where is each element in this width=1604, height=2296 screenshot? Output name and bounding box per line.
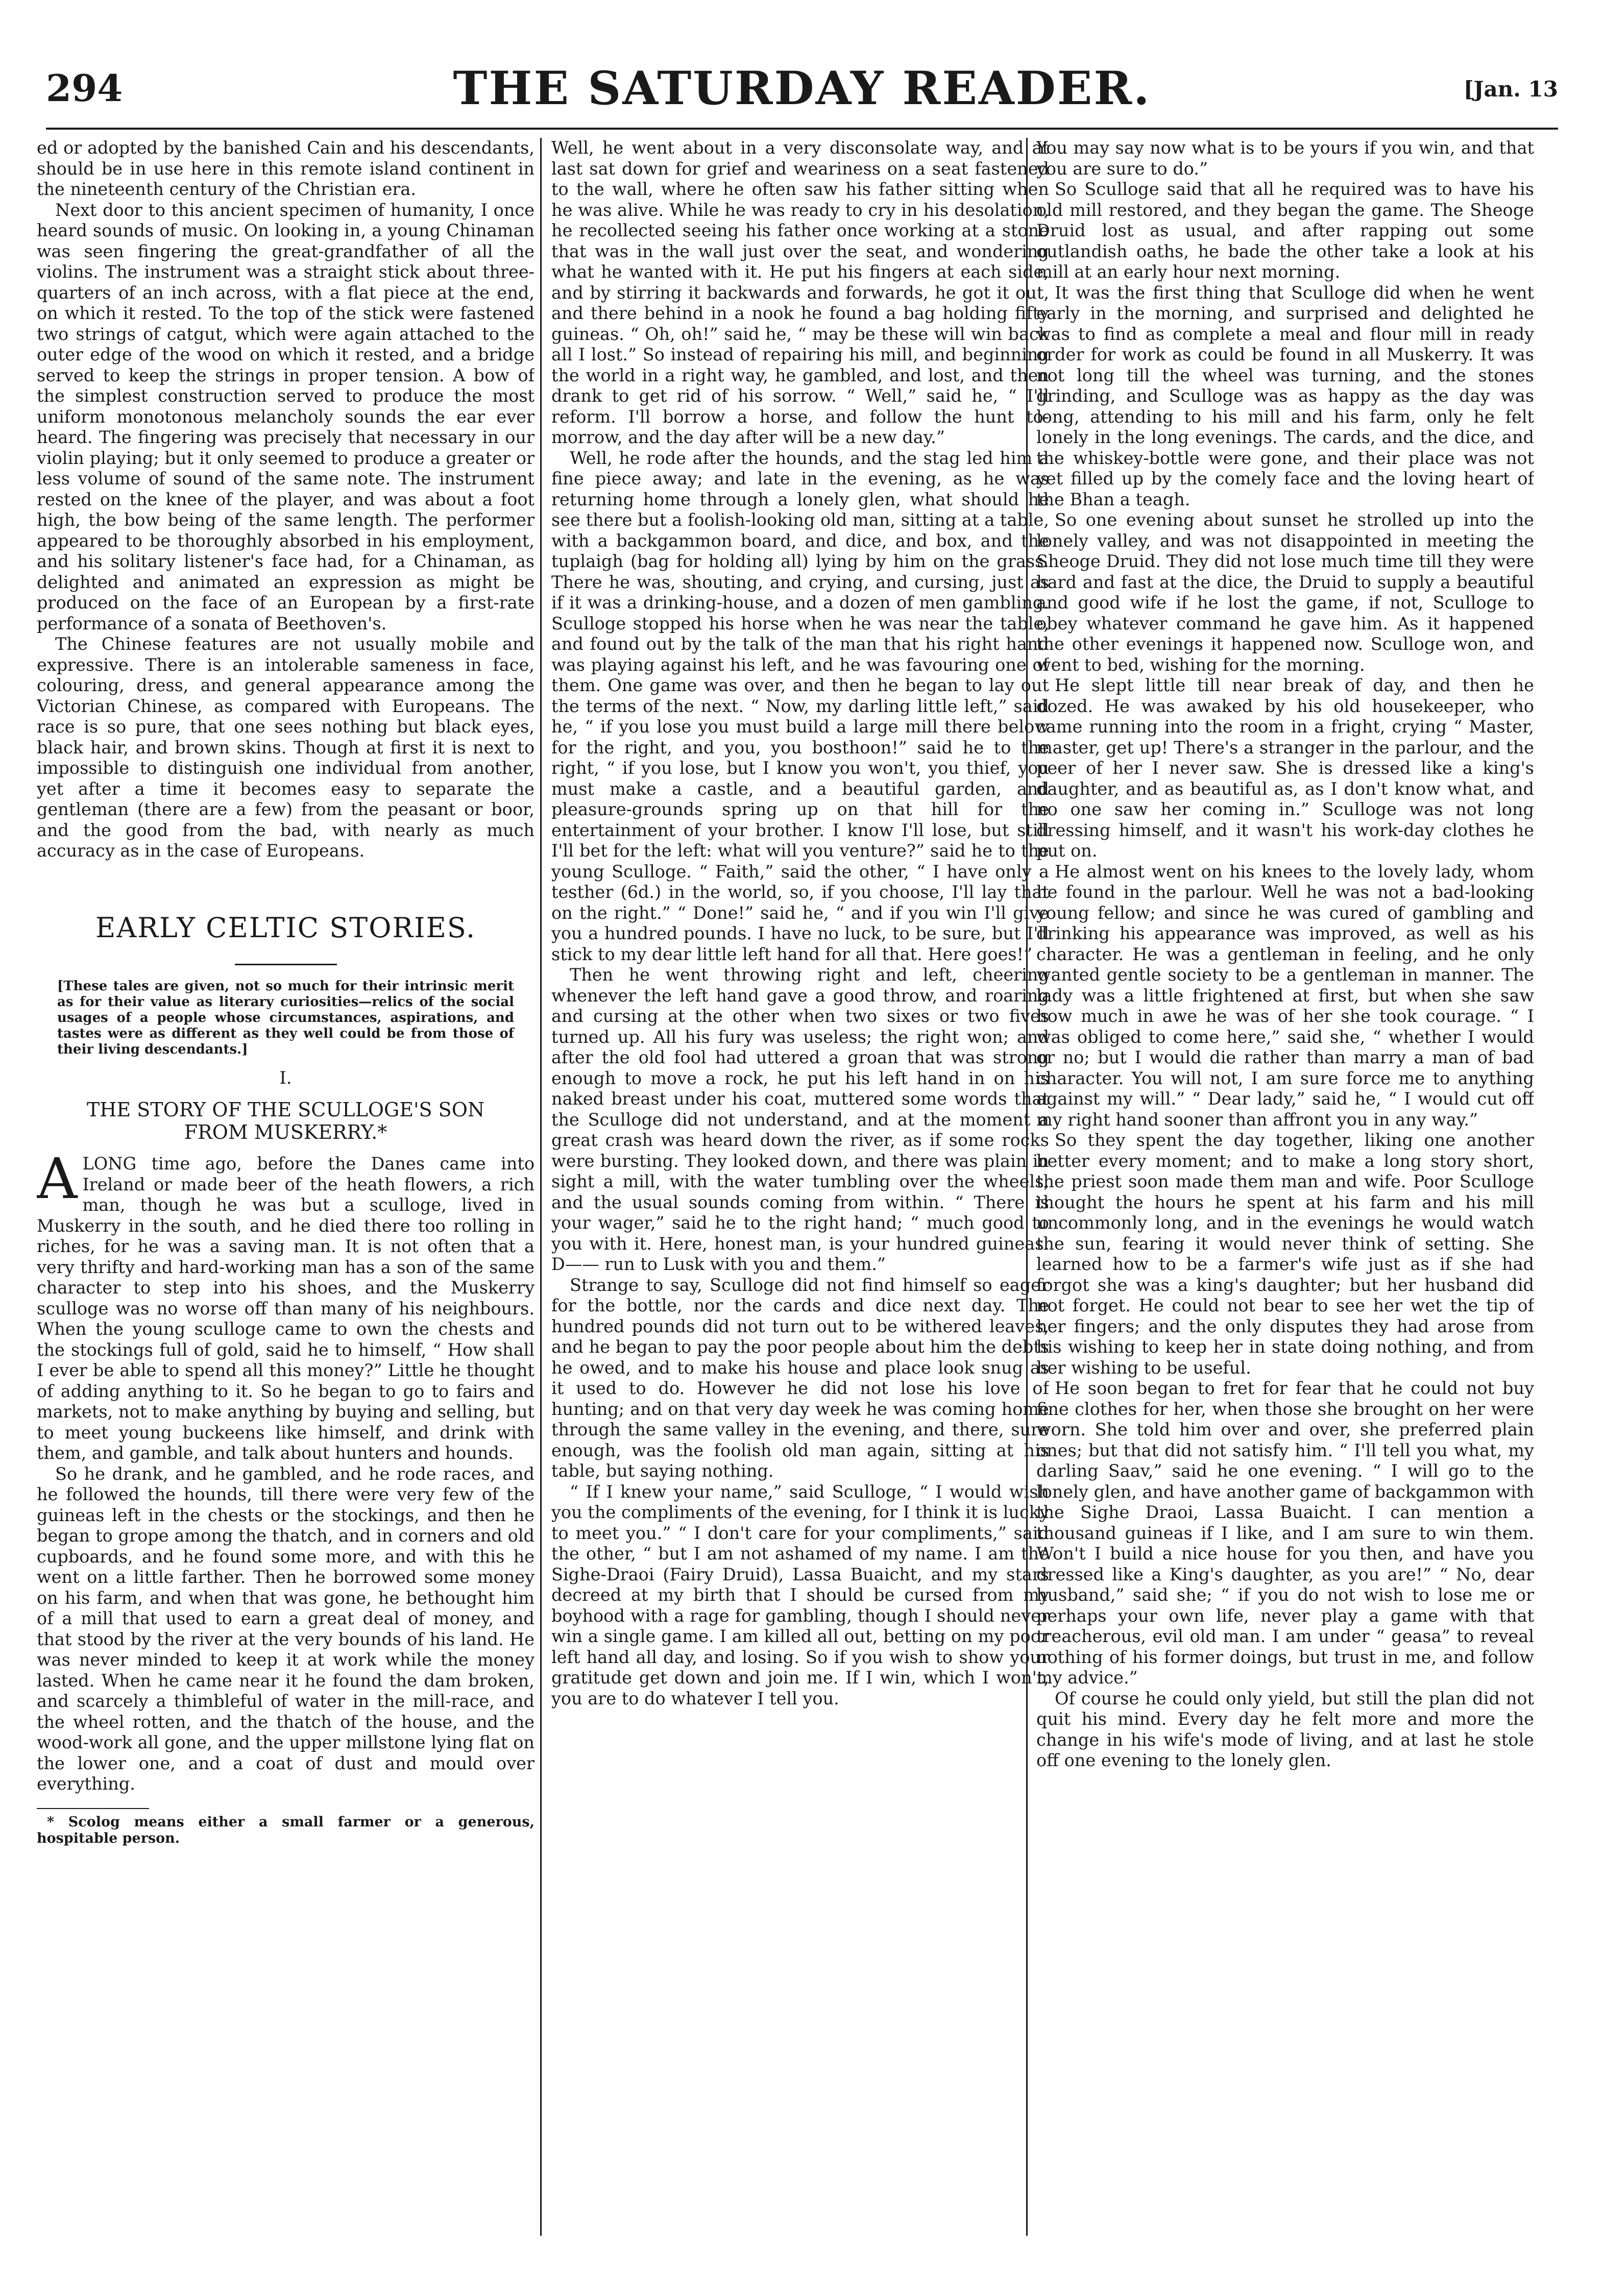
- masthead-title: THE SATURDAY READER.: [453, 61, 1151, 115]
- footnote: * Scolog means either a small farmer or a generous, hospitable person.: [37, 1814, 534, 1846]
- editor-note: [These tales are given, not so much for their intrinsic merit as for their value as literary curiosities—relics of the social usages of a people whose circumstances, aspirations, and tastes were as different as they well could be from those of their living descendants.]: [57, 978, 514, 1057]
- column-divider: [540, 138, 542, 2236]
- page-header: [46, 56, 1558, 117]
- section-divider: [235, 964, 337, 965]
- column-middle: [551, 138, 1049, 2236]
- footnote-rule: [37, 1808, 149, 1809]
- paragraph: The Chinese features are not usually mobile and expressive. There is an intolerable sameness in face, colouring, dress, and general appearance among the Victorian Chinese, as compared with Europeans. The race is so pure, that one sees nothing but black eyes, black hair, and brown skins. Though at first it is next to impossible to distinguish one individual from another, yet after a time it becomes easy to separate the gentleman (there are a few) from the peasant or boor, and the good from the bad, with nearly as much accuracy as in the case of Europeans.: [37, 634, 534, 861]
- paragraph: He soon began to fret for fear that he could not buy fine clothes for her, when those she brought on her were worn. She told him over and over, she preferred plain ones; but that did not satisfy him. “ I'll tell you what, my darling Saav,” said he one evening. “ I will go to the lonely glen, and have another game of backgammon with the Sighe Draoi, Lassa Buaicht. I can mention a thousand guineas if I like, and I am sure to win them. Won't I build a nice house for you then, and have you dressed like a King's daughter, as you are!” “ No, dear husband,” said she; “ if you do not wish to lose me or perhaps your own life, never play a game with that treacherous, evil old man. I am under “ geasa” to reveal nothing of his former doings, but trust in me, and follow my advice.”: [1036, 1378, 1534, 1688]
- paragraph: Strange to say, Sculloge did not find himself so eager for the bottle, nor the cards and dice next day. The hundred pounds did not turn out to be withered leaves, and he began to pay the poor people about him the debts he owed, and to make his house and place look snug as it used to do. However he did not lose his love of hunting; and on that very day week he was coming home through the same valley in the evening, and there, sure enough, was the foolish old man again, sitting at his table, but saying nothing.: [551, 1275, 1049, 1481]
- header-rule: [46, 128, 1558, 130]
- paragraph: Next door to this ancient specimen of humanity, I once heard sounds of music. On looking in, a young Chinaman was seen fingering the great-grandfather of all the violins. The instrument was a straight stick about three-quarters of an inch across, with a flat piece at the end, on which it rested. To the top of the stick were fastened two strings of catgut, which were again attached to the outer edge of the wood on which it rested, and a bridge served to keep the strings in proper tension. A bow of the simplest construction served to produce the most uniform monotonous melancholy sounds the ear ever heard. The fingering was precisely that necessary in our violin playing; but it only seemed to produce a greater or less volume of sound of the same note. The instrument rested on the knee of the player, and was about a foot high, the bow being of the same length. The performer appeared to be thoroughly absorbed in his employment, and his solitary listener's face had, for a Chinaman, as delighted and animated an expression as might be produced on the face of an European by a first-rate performance of a sonata of Beethoven's.: [37, 200, 534, 633]
- story-opening-paragraph: [37, 1146, 534, 1464]
- paragraph: He almost went on his knees to the lovely lady, whom he found in the parlour. Well he was not a bad-looking young fellow; and since he was cured of gambling and drinking his appearance was improved, as well as his character. He was a gentleman in feeling, and he only wanted gentle society to be a gentleman in manner. The lady was a little frightened at first, but when she saw how much in awe he was of her she took courage. “ I was obliged to come here,” said she, “ whether I would or no; but I would die rather than marry a man of bad character. You will not, I am sure force me to anything against my will.” “ Dear lady,” said he, “ I would cut off my right hand sooner than affront you in any way.”: [1036, 861, 1534, 1130]
- paragraph: So he drank, and he gambled, and he rode races, and he followed the hounds, till there were very few of the guineas left in the chests or the stockings, and then he began to grope among the thatch, and in corners and old cupboards, and he found some more, and with this he went on a little farther. Then he borrowed some money on his farm, and when that was gone, he bethought him of a mill that used to earn a great deal of money, and that stood by the river at the very bounds of his land. He was never minded to keep it at work while the money lasted. When he came near it he found the dam broken, and scarcely a thimbleful of water in the mill-race, and the wheel rotten, and the thatch of the house, and the wood-work all gone, and the upper millstone lying flat on the lower one, and a coat of dust and mould over everything.: [37, 1463, 534, 1794]
- drop-cap: A: [37, 1146, 78, 1211]
- paragraph: So they spent the day together, liking one another better every moment; and to make a long story short, the priest soon made them man and wife. Poor Sculloge thought the hours he spent at his farm and his mill uncommonly long, and in the evenings he would watch the sun, fearing it would never think of setting. She learned how to be a farmer's wife just as if she had forgot she was a king's daughter; but her husband did not forget. He could not bear to see her wet the tip of her fingers; and the only disputes they had arose from his wishing to keep her in state doing nothing, and from her wishing to be useful.: [1036, 1130, 1534, 1378]
- paragraph: You may say now what is to be yours if you win, and that you are sure to do.”: [1036, 138, 1534, 179]
- paragraph: It was the first thing that Sculloge did when he went early in the morning, and surprised and delighted he was to find as complete a meal and flour mill in ready order for work as could be found in all Muskerry. It was not long till the wheel was turning, and the stones grinding, and Sculloge was as happy as the day was long, attending to his mill and his farm, only he felt lonely in the long evenings. The cards, and the dice, and the whiskey-bottle were gone, and their place was not yet filled up by the comely face and the loving heart of the Bhan a teagh.: [1036, 282, 1534, 509]
- paragraph: Well, he rode after the hounds, and the stag led him a fine piece away; and late in the evening, as he was returning home through a lonely glen, what should he see there but a foolish-looking old man, sitting at a table, with a backgammon board, and dice, and box, and the tuplaigh (bag for holding all) lying by him on the grass. There he was, shouting, and crying, and cursing, just as if it was a drinking-house, and a dozen of men gambling. Sculloge stopped his horse when he was near the table, and found out by the talk of the man that his right hand was playing against his left, and he was favouring one of them. One game was over, and then he began to lay out the terms of the next. “ Now, my darling little left,” said he, “ if you lose you must build a large mill there below for the right, and you, you bosthoon!” said he to the right, “ if you lose, but I know you won't, you thief, you must make a castle, and a beautiful garden, and pleasure-grounds spring up on that hill for the entertainment of your brother. I know I'll lose, but still I'll bet for the left: what will you venture?” said he to the young Sculloge. “ Faith,” said the other, “ I have only a testher (6d.) in the world, so, if you choose, I'll lay that on the right.” “ Done!” said he, “ and if you win I'll give you a hundred pounds. I have no luck, to be sure, but I'll stick to my dear little left hand for all that. Here goes!”: [551, 448, 1049, 964]
- paragraph: So Sculloge said that all he required was to have his old mill restored, and they began the game. The Sheoge Druid lost as usual, and after rapping out some outlandish oaths, he bade the other take a look at his mill at an early hour next morning.: [1036, 179, 1534, 282]
- paragraph: Well, he went about in a very disconsolate way, and at last sat down for grief and weariness on a seat fastened to the wall, where he often saw his father sitting when he was alive. While he was ready to cry in his desolation, he recollected seeing his father once working at a stone that was in the wall just over the seat, and wondering what he wanted with it. He put his fingers at each side, and by stirring it backwards and forwards, he got it out, and there behind in a nook he found a bag holding fifty guineas. “ Oh, oh!” said he, “ may be these will win back all I lost.” So instead of repairing his mill, and beginning the world in a right way, he gambled, and lost, and then drank to get rid of his sorrow. “ Well,” said he, “ I'll reform. I'll borrow a horse, and follow the hunt to-morrow, and the day after will be a new day.”: [551, 138, 1049, 447]
- column-left: [37, 138, 534, 2236]
- story-title: THE STORY OF THE SCULLOGE'S SON FROM MUSKERRY.*: [86, 1098, 485, 1143]
- paragraph: ed or adopted by the banished Cain and his descendants, should be in use here in this remote island continent in the nineteenth century of the Christian era.: [37, 138, 534, 199]
- issue-date: [Jan. 13: [1463, 77, 1558, 102]
- column-right: [1036, 138, 1534, 2236]
- paragraph: So one evening about sunset he strolled up into the lonely valley, and was not disappointed in meeting the Sheoge Druid. They did not lose much time till they were hard and fast at the dice, the Druid to supply a beautiful and good wife if he lost the game, if not, Sculloge to obey whatever command he gave him. As it happened the other evenings it happened now. Sculloge won, and went to bed, wishing for the morning.: [1036, 510, 1534, 675]
- part-number: I.: [279, 1067, 292, 1088]
- paragraph-text: LONG time ago, before the Danes came into Ireland or made beer of the heath flowers, a rich man, though he was but a sculloge, lived in Muskerry in the south, and he died there too rolling in riches, for he was a saving man. It is not often that a very thrifty and hard-working man has a son of the same character to step into his shoes, and the Muskerry sculloge was no worse off than many of his neighbours. When the young sculloge came to own the chests and the stockings full of gold, said he to himself, “ How shall I ever be able to spend all this money?” Little he thought of adding anything to it. So he began to go to fairs and markets, not to make anything by buying and selling, but to meet young buckeens like himself, and drink with them, and gamble, and talk about hunters and hounds.: [37, 1154, 534, 1463]
- paragraph: Then he went throwing right and left, cheering whenever the left hand gave a good throw, and roaring and cursing at the other when two sixes or two fives turned up. All his fury was useless; the right won; and after the old fool had uttered a groan that was strong enough to move a rock, he put his left hand in on his naked breast under his coat, muttered some words that the Sculloge did not understand, and at the moment a great crash was heard down the river, as if some rocks were bursting. They looked down, and there was plain in sight a mill, with the water tumbling over the wheels, and the usual sounds coming from within. “ There is your wager,” said he to the right hand; “ much good to you with it. Here, honest man, is your hundred guineas. D—— run to Lusk with you and them.”: [551, 965, 1049, 1274]
- page-number: 294: [46, 66, 123, 110]
- paragraph: Of course he could only yield, but still the plan did not quit his mind. Every day he felt more and more the change in his wife's mode of living, and at last he stole off one evening to the lonely glen.: [1036, 1688, 1534, 1770]
- paragraph: He slept little till near break of day, and then he dozed. He was awaked by his old housekeeper, who came running into the room in a fright, crying “ Master, master, get up! There's a stranger in the parlour, and the peer of her I never saw. She is dressed like a king's daughter, and as beautiful as, as I don't know what, and no one saw her coming in.” Sculloge was not long dressing himself, and it wasn't his work-day clothes he put on.: [1036, 675, 1534, 861]
- paragraph: “ If I knew your name,” said Sculloge, “ I would wish you the compliments of the evening, for I think it is lucky to meet you.” “ I don't care for your compliments,” said the other, “ but I am not ashamed of my name. I am the Sighe-Draoi (Fairy Druid), Lassa Buaicht, and my stars decreed at my birth that I should be cursed from my boyhood with a rage for gambling, though I should never win a single game. I am killed all out, betting on my poor left hand all day, and losing. So if you wish to show your gratitude get down and join me. If I win, which I won't, you are to do whatever I tell you.: [551, 1481, 1049, 1708]
- section-title: EARLY CELTIC STORIES.: [95, 911, 476, 944]
